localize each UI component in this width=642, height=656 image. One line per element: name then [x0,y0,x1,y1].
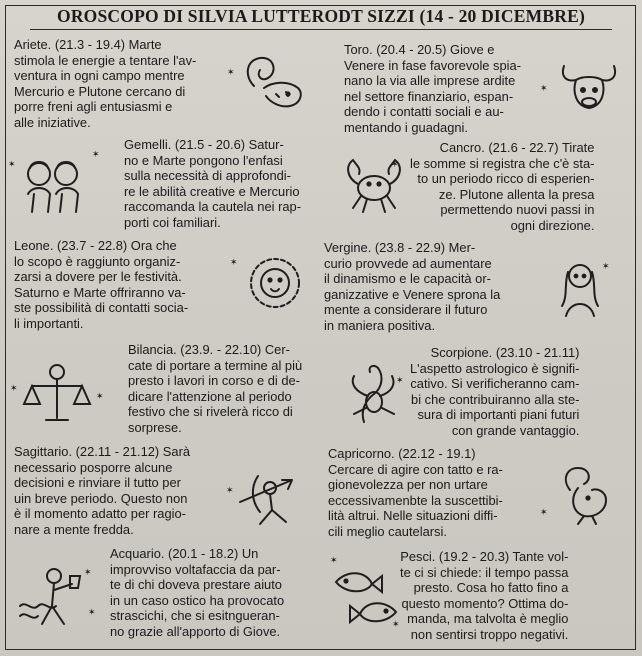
gemini-twins-icon [14,150,92,220]
entry-line: mente a considerare il futuro [324,302,488,318]
entry-line: re le abilità creative e Mercurio [124,183,300,199]
entry-line: festivo che si rivelerà ricco di [128,404,293,420]
star-icon: ✶ [96,391,104,401]
entry-line: Leone. (23.7 - 22.8) Ora che [14,238,177,253]
entry-line: sulla necessità di approfondi- [124,168,291,184]
horoscope-entry-leone [14,238,188,332]
entry-line: nare a mente fredda. [14,521,134,537]
entry-line: lità altrui. Nelle situazioni diffi- [328,508,498,524]
entry-line: zarsi a dovere per le festività. [14,269,182,285]
star-icon: ✶ [10,383,18,393]
entry-line: Pesci. (19.2 - 20.3) Tante vol- [400,549,569,564]
star-icon: ✶ [602,261,610,271]
entry-line: ventura in ogni campo mentre [14,68,185,84]
entry-line: decisioni e rinviare il tutto per [14,475,181,491]
horoscope-entry-pesci [400,549,568,643]
entry-line: alle iniziative. [14,114,91,130]
star-icon: ✶ [540,83,548,93]
horoscope-entry-cancro [410,140,594,234]
star-icon: ✶ [540,507,548,517]
horoscope-entry-bilancia [128,342,302,436]
star-icon: ✶ [92,149,100,159]
entry-line: cativo. Si verificheranno cam- [410,376,580,392]
entry-line: te ci si chiede: il tempo passa [400,564,569,580]
entry-line: in un caso ostico ha provocato [110,592,285,608]
horoscope-entry-scorpione [410,345,579,439]
entry-line: uin breve periodo. Questo non [14,490,188,506]
entry-line: Venere in fase favorevole spia- [344,57,521,73]
entry-line: nano la via alle imprese ardite [344,73,516,89]
entry-line: Ariete. (21.3 - 19.4) Marte [14,37,162,52]
entry-line: no e Marte pongono l'enfasi [124,152,283,168]
entry-line: le somme si registra che c'è sta- [410,155,595,171]
entry-line: Mercurio e Plutone cercano di [14,83,186,99]
star-icon: ✶ [330,555,338,565]
star-icon: ✶ [226,485,234,495]
entry-line: Cercare di agire con tatto e ra- [328,461,503,477]
entry-line: Gemelli. (21.5 - 20.6) Satur- [124,137,284,152]
horoscope-entry-gemelli [124,137,301,231]
libra-scales-icon [18,358,96,428]
entry-line: Sagittario. (22.11 - 21.12) Sarà [14,444,191,459]
entry-line: curio provvede ad aumentare [324,255,492,271]
entry-line: gionevolezza per non urtare [328,477,488,493]
entry-line: cate di portare a termine al più [128,357,303,373]
aquarius-water-bearer-icon [14,562,92,632]
entry-line: improvviso voltafaccia da par- [110,561,281,577]
star-icon: ✶ [84,567,92,577]
entry-line: strascichi, che si esitngueran- [110,608,280,624]
star-icon: ✶ [88,607,96,617]
entry-line: eccessivamenbte la suscettibi- [328,492,503,508]
entry-line: nel settore finanziario, espan- [344,88,514,104]
entry-line: dicare l'attenzione al periodo [128,388,292,404]
entry-line: L'aspetto astrologico è signifi- [410,360,580,376]
entry-line: sorprese. [128,419,182,435]
entry-line: te di chi doveva prestare aiuto [110,577,282,593]
entry-line: Bilancia. (23.9. - 22.10) Cer- [128,342,290,357]
entry-line: manda, ma talvolta è meglio [407,611,569,627]
entry-line: sura di importanti piani futuri [417,407,580,423]
sagittarius-archer-icon [230,462,308,532]
entry-line: permettendo nuovi passi in [440,202,595,218]
entry-line: Capricorno. (22.12 - 19.1) [328,446,476,461]
entry-line: bi che contribuiranno alla ste- [411,391,580,407]
entry-line: questo momento? Ottima do- [401,595,569,611]
star-icon: ✶ [392,619,400,629]
entry-line: dendo i contatti sociali e au- [344,104,504,120]
entry-line: Cancro. (21.6 - 22.7) Tirate [439,140,595,155]
star-icon: ✶ [396,375,404,385]
entry-line: il dinamismo e le capacità or- [324,271,491,287]
horoscope-entry-toro [344,42,521,136]
entry-line: presto. Cosa ho fatto fino a [413,580,569,596]
entry-line: ste possibilità di contatti socia- [14,300,189,316]
entry-line: li importanti. [14,315,84,331]
entry-line: Acquario. (20.1 - 18.2) Un [110,546,259,561]
capricorn-goat-icon [548,460,626,530]
entry-line: ogni direzione. [510,217,595,233]
title-divider [30,29,612,30]
entry-line: Vergine. (23.8 - 22.9) Mer- [324,240,476,255]
entry-line: to un periodo ricco di esperien- [417,171,595,187]
horoscope-entry-ariete [14,37,196,131]
entry-line: Saturno e Marte offriranno va- [14,284,186,300]
entry-line: Scorpione. (23.10 - 21.11) [430,345,580,360]
entry-line: lo scopo è raggiunto organiz- [14,253,181,269]
cancer-crab-icon [335,148,413,218]
entry-line: mentando i guadagni. [344,119,468,135]
entry-line: cili meglio cautelarsi. [328,523,447,539]
entry-line: Toro. (20.4 - 20.5) Giove e [344,42,495,57]
star-icon: ✶ [230,257,238,267]
entry-line: ganizzative e Venere sprona la [324,286,501,302]
entry-line: con grande vantaggio. [451,422,580,438]
entry-line: ze. Plutone allenta la presa [438,186,595,202]
page-title: OROSCOPO DI SILVIA LUTTERODT SIZZI (14 - 20 DICEMBRE) [57,6,585,26]
horoscope-entry-sagittario [14,444,190,538]
entry-line: presto i lavori in corso e di de- [128,373,300,389]
leo-lion-icon [236,247,314,317]
scorpio-scorpion-icon [334,358,412,428]
star-icon: ✶ [8,159,16,169]
entry-line: stimola le energie a tentare l'av- [14,52,197,68]
horoscope-entry-vergine [324,240,500,334]
star-icon: ✶ [227,67,235,77]
entry-line: necessario posporre alcune [14,459,173,475]
entry-line: raccomanda la cautela nei rap- [124,199,301,215]
horoscope-entry-capricorno [328,446,503,540]
taurus-bull-icon [550,52,628,122]
entry-line: porre freni agli entusiasmi e [14,99,173,115]
entry-line: è il momento adatto per ragio- [14,506,186,522]
horoscope-entry-acquario [110,546,284,640]
entry-line: no grazie all'apporto di Giove. [110,623,281,639]
star-icon: ✶ [391,159,399,169]
entry-line: porti coi familiari. [124,214,221,230]
entry-line: in maniera positiva. [324,317,436,333]
entry-line: non sentirsi troppo negativi. [410,626,569,642]
aries-ram-icon [236,46,314,116]
